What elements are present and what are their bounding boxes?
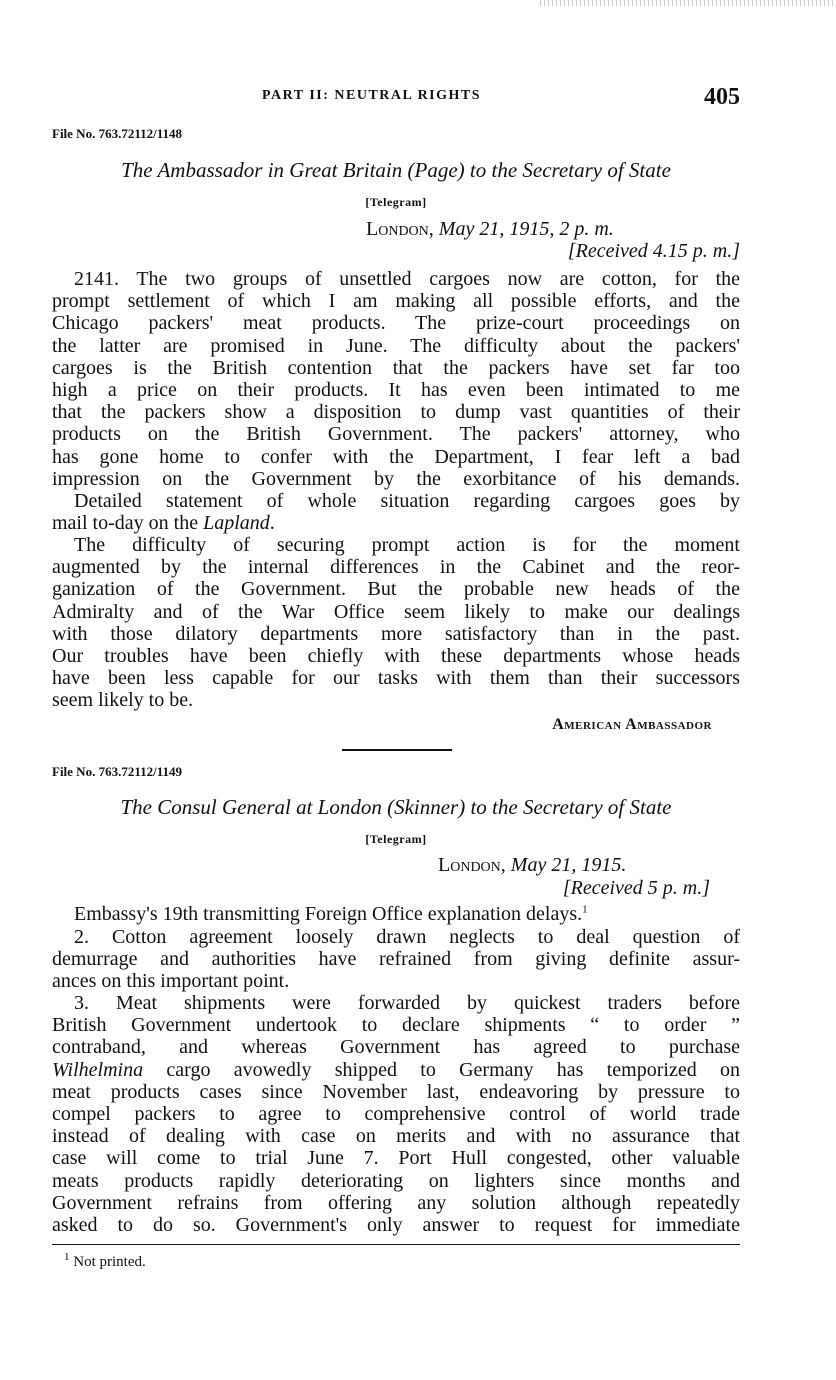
text-line: has gone home to confer with the Department, I fear left a bad (52, 445, 740, 468)
text-line: have been less capable for our tasks with them than their successors (52, 667, 740, 690)
text-line: that the packers show a disposition to dump vast quantities of their (52, 401, 740, 424)
ship-name: Lapland (203, 512, 270, 535)
footnote-text: Not printed. (73, 1254, 146, 1270)
text-line: Chicago packers' meat products. The prize-court proceedings on (52, 312, 740, 335)
doc2-paragraph-1 (52, 903, 740, 925)
text-line: products on the British Government. The packers' attorney, who (52, 423, 740, 446)
footnote-reference: 1 (582, 903, 588, 916)
text-fragment: Embassy's 19th transmitting Foreign Office explanation delays. (74, 903, 583, 925)
text-line: augmented by the internal differences in the Cabinet and the reor- (52, 556, 740, 579)
text-line: compel packers to agree to comprehensive control of world trade (52, 1103, 740, 1126)
doc2-received: [Received 5 p. m.] (562, 877, 710, 899)
doc2-dateline (438, 854, 626, 877)
doc2-place: London, (438, 854, 506, 876)
doc1-paragraph-2 (52, 490, 740, 534)
text-line: Admiralty and of the War Office seem likely to make our dealings (52, 600, 740, 623)
doc1-telegram-label: [Telegram] (365, 195, 427, 209)
doc1-date: May 21, 1915, 2 p. m. (438, 218, 614, 240)
doc1-paragraph-3 (52, 534, 740, 712)
text-line: contraband, and whereas Government has agreed to purchase (52, 1036, 740, 1059)
text-fragment: mail to-day on the (52, 512, 204, 535)
text-line: ganization of the Government. But the probable new heads of the (52, 578, 740, 601)
text-line: 2141. The two groups of unsettled cargoes now are cotton, for the (74, 268, 740, 290)
running-head (52, 84, 740, 110)
footnote-mark: 1 (64, 1251, 70, 1263)
text-line: case will come to trial June 7. Port Hull congested, other valuable (52, 1147, 740, 1170)
doc2-paragraph-3 (52, 992, 740, 1236)
text-line: 3. Meat shipments were forwarded by quickest traders before (74, 992, 740, 1014)
section-divider (342, 749, 452, 751)
text-line: prompt settlement of which I am making all possible efforts, and the (52, 290, 740, 313)
doc2-telegram-label: [Telegram] (365, 832, 427, 846)
text-line: Our troubles have been chiefly with these departments whose heads (52, 645, 740, 668)
text-line: asked to do so. Government's only answer to request for immediate (52, 1214, 740, 1237)
doc1-received: [Received 4.15 p. m.] (567, 240, 740, 262)
text-fragment: . (269, 512, 275, 535)
text-line: high a price on their products. It has even been intimated to me (52, 379, 740, 402)
doc1-signature: American Ambassador (552, 716, 712, 733)
doc2-heading: The Consul General at London (Skinner) to the Secretary of State (120, 795, 672, 819)
text-line: impression on the Government by the exorbitance of his demands. (52, 467, 740, 490)
text-line: cargoes is the British contention that the packers have set far too (52, 356, 740, 379)
text-line (52, 1059, 740, 1081)
text-line: seem likely to be. (52, 689, 194, 712)
text-line: meats products rapidly deteriorating on lighters since months and (52, 1169, 740, 1192)
doc2-date: May 21, 1915. (510, 854, 627, 876)
doc1-place: London, (366, 218, 434, 240)
doc2-paragraph-2 (52, 926, 740, 993)
doc1-paragraph-1 (52, 268, 740, 490)
running-head-title: PART II: NEUTRAL RIGHTS (262, 88, 482, 103)
text-line (52, 903, 740, 925)
text-line: Government refrains from offering any solution although repeatedly (52, 1191, 740, 1214)
text-line: meat products cases since November last, endeavoring by pressure to (52, 1080, 740, 1103)
doc2-file-number: File No. 763.72112/1149 (52, 764, 182, 779)
doc1-file-number: File No. 763.72112/1148 (52, 126, 182, 141)
text-line: The difficulty of securing prompt action is for the moment (74, 534, 740, 556)
text-line: British Government undertook to declare shipments “ to order ” (52, 1014, 740, 1037)
text-line: 2. Cotton agreement loosely drawn neglects to deal question of (74, 926, 740, 948)
text-fragment: cargo avowedly shipped to Germany has temporized on (143, 1058, 740, 1081)
text-line: ances on this important point. (52, 970, 290, 993)
text-line (52, 512, 740, 534)
ship-name: Wilhelmina (52, 1058, 144, 1081)
text-line: the latter are promised in June. The difficulty about the packers' (52, 334, 740, 357)
doc1-heading: The Ambassador in Great Britain (Page) to the Secretary of State (121, 158, 671, 182)
page-number: 405 (704, 84, 740, 110)
footnote-rule (52, 1244, 740, 1245)
text-line: Detailed statement of whole situation regarding cargoes goes by (74, 490, 740, 512)
footnote (64, 1251, 146, 1271)
text-line: demurrage and authorities have refrained from giving definite assur- (52, 948, 740, 971)
scan-edge-noise (540, 0, 836, 6)
text-line: instead of dealing with case on merits and with no assurance that (52, 1125, 740, 1148)
text-line: with those dilatory departments more satisfactory than in the past. (52, 622, 740, 645)
doc1-dateline (366, 218, 614, 241)
